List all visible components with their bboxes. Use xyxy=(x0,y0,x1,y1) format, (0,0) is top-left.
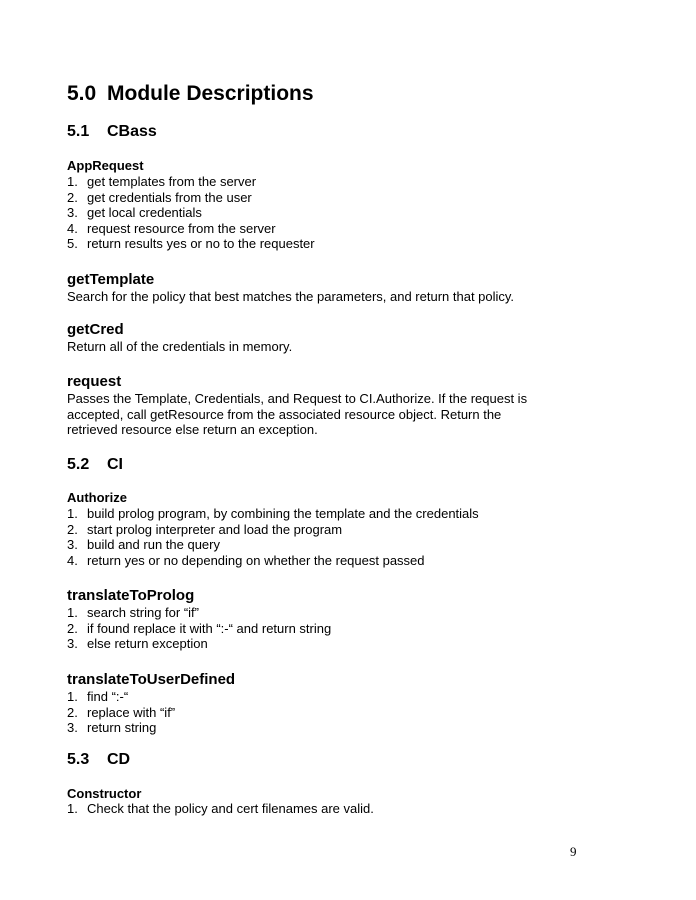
getcred-heading: getCred xyxy=(67,321,124,338)
gettemplate-description: Search for the policy that best matches the parameters, and return that policy. xyxy=(67,289,515,304)
paragraph-line: accepted, call getResource from the associated resource object. Return the xyxy=(67,406,502,422)
list-item: 5. return results yes or no to the requester xyxy=(67,236,315,252)
list-item: 3. return string xyxy=(67,720,157,736)
authorize-steps xyxy=(67,506,479,568)
section-5-3-heading: 5.3 CD xyxy=(67,751,131,768)
translatetoprolog-heading: translateToProlog xyxy=(67,587,195,604)
page-number: 9 xyxy=(570,844,577,859)
list-item: 2. get credentials from the user xyxy=(67,189,252,205)
list-item: 3. get local credentials xyxy=(67,205,202,221)
list-item: 3. else return exception xyxy=(67,636,208,652)
apprequest-heading: AppRequest xyxy=(67,158,144,173)
list-item: 1. search string for “if” xyxy=(67,605,199,620)
list-item: 1. build prolog program, by combining the template and the credentials xyxy=(67,506,479,521)
list-item: 3. build and run the query xyxy=(67,537,220,553)
constructor-heading: Constructor xyxy=(67,786,142,801)
list-item: 1. find “:-“ xyxy=(67,689,129,704)
request-description xyxy=(67,391,527,438)
list-item: 2. if found replace it with “:-“ and return string xyxy=(67,620,332,636)
paragraph-line: retrieved resource else return an exception. xyxy=(67,422,318,438)
section-5-1-heading: 5.1 CBass xyxy=(67,123,157,140)
list-item: 1. Check that the policy and cert filenames are valid. xyxy=(67,801,374,816)
list-item: 2. start prolog interpreter and load the program xyxy=(67,521,343,537)
translatetouserdefined-steps xyxy=(67,689,175,736)
gettemplate-heading: getTemplate xyxy=(67,271,155,288)
request-heading: request xyxy=(67,373,122,390)
translatetouserdefined-heading: translateToUserDefined xyxy=(67,671,236,688)
apprequest-steps xyxy=(67,174,315,252)
section-5-2-heading: 5.2 CI xyxy=(67,456,123,473)
list-item: 4. return yes or no depending on whether the request passed xyxy=(67,552,425,568)
translatetoprolog-steps xyxy=(67,605,331,652)
list-item: 4. request resource from the server xyxy=(67,220,276,236)
authorize-heading: Authorize xyxy=(67,490,127,505)
section-5-0-heading: 5.0 Module Descriptions xyxy=(67,82,314,105)
paragraph-line: Passes the Template, Credentials, and Request to CI.Authorize. If the request is xyxy=(67,391,528,406)
constructor-steps xyxy=(67,801,374,817)
getcred-description: Return all of the credentials in memory. xyxy=(67,339,293,354)
list-item: 2. replace with “if” xyxy=(67,704,176,720)
list-item: 1. get templates from the server xyxy=(67,174,257,189)
